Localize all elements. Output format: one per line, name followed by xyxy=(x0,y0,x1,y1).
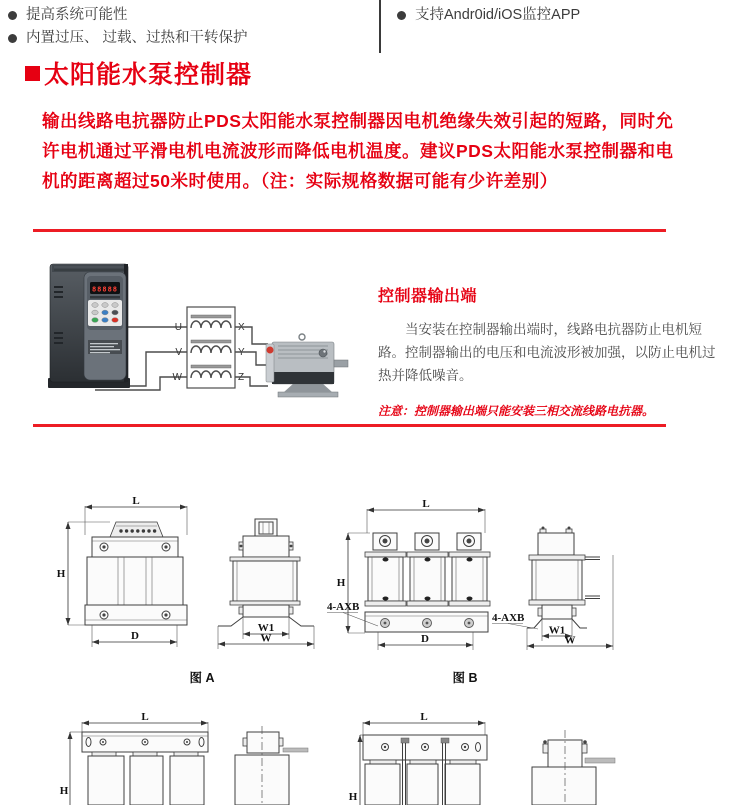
dim-label-D: D xyxy=(131,630,139,642)
red-square-icon xyxy=(25,66,40,81)
dim-label-H: H xyxy=(348,791,358,803)
dim-label-4AXB: 4-AXB xyxy=(327,601,360,613)
dim-label-L: L xyxy=(420,711,428,723)
output-section-title: 控制器输出端 xyxy=(378,288,478,305)
figure-c-front-view xyxy=(60,711,208,805)
terminal-label-x: X xyxy=(238,322,245,333)
motor-red-dot xyxy=(267,347,274,354)
terminal-label-z: Z xyxy=(238,372,245,383)
feature-item xyxy=(397,4,580,27)
solar-pump-controller-image xyxy=(48,264,130,388)
display-digits: 88888 xyxy=(91,285,119,294)
dimension-drawings-a-b xyxy=(40,495,680,700)
dim-label-W1: W1 xyxy=(257,622,275,634)
figure-b-side-view xyxy=(492,527,613,651)
output-section-text xyxy=(378,283,722,419)
intro-paragraph: 输出线路电抗器防止PDS太阳能水泵控制器因电机绝缘失效引起的短路，同时允许电机通过平滑电机电流波形而降低电机温度。建议PDS太阳能水泵控制器和电机的距离超过50米时使用。（注：实际规格数据可能有少许差别） xyxy=(42,111,674,191)
figure-b-caption: 图 B xyxy=(452,671,478,685)
dim-label-H: H xyxy=(56,568,66,580)
feature-list-left xyxy=(8,4,248,50)
feature-text: 支持Andr0id/iOS监控APP xyxy=(415,7,581,23)
figure-c-side-view xyxy=(235,726,308,805)
feature-text: 提高系统可能性 xyxy=(26,7,128,23)
red-rule-bottom xyxy=(33,424,666,427)
figure-d-front-view xyxy=(349,711,487,805)
figure-b-front-view xyxy=(327,498,490,650)
dim-label-D: D xyxy=(421,633,429,645)
feature-text: 内置过压、 过载、过热和干转保护 xyxy=(26,30,248,46)
motor-image xyxy=(266,334,348,397)
output-section-note: 注意：控制器输出端只能安装三相交流线路电抗器。 xyxy=(378,404,655,418)
dim-label-L: L xyxy=(141,711,149,723)
feature-item xyxy=(8,27,248,50)
terminal-label-y: Y xyxy=(238,347,245,358)
figure-d-side-view xyxy=(532,730,615,805)
feature-list-right xyxy=(397,4,580,27)
terminal-label-w: W xyxy=(172,372,182,383)
terminal-label-u: U xyxy=(174,322,182,333)
output-section-body: 当安装在控制器输出端时，线路电抗器防止电机短路。控制器输出的电压和电流波形被加强，以防止电机过热并降低噪音。 xyxy=(378,322,716,383)
red-rule-top xyxy=(33,229,666,232)
figure-a-front-view xyxy=(57,495,187,647)
figure-a-caption: 图 A xyxy=(189,671,215,685)
line-reactor-symbol xyxy=(173,307,245,388)
vertical-divider xyxy=(379,0,381,53)
dim-label-L: L xyxy=(422,498,430,510)
section-title: 太阳能水泵控制器 xyxy=(44,61,253,89)
dim-label-H: H xyxy=(59,785,69,797)
section-heading xyxy=(25,55,252,91)
dimension-drawings-bottom xyxy=(40,700,680,805)
bullet-icon xyxy=(8,34,17,43)
dim-label-W1: W1 xyxy=(548,624,566,637)
figure-a-side-view xyxy=(218,519,314,649)
dim-label-H: H xyxy=(336,577,346,589)
dim-label-4AXB: 4-AXB xyxy=(492,612,525,624)
bullet-icon xyxy=(8,11,17,20)
dim-label-W: W xyxy=(260,632,272,645)
dim-label-L: L xyxy=(132,495,140,507)
bullet-icon xyxy=(397,11,406,20)
dim-label-W: W xyxy=(564,634,576,647)
wiring-diagram xyxy=(40,252,360,415)
terminal-label-v: V xyxy=(175,347,182,358)
feature-item xyxy=(8,4,248,27)
